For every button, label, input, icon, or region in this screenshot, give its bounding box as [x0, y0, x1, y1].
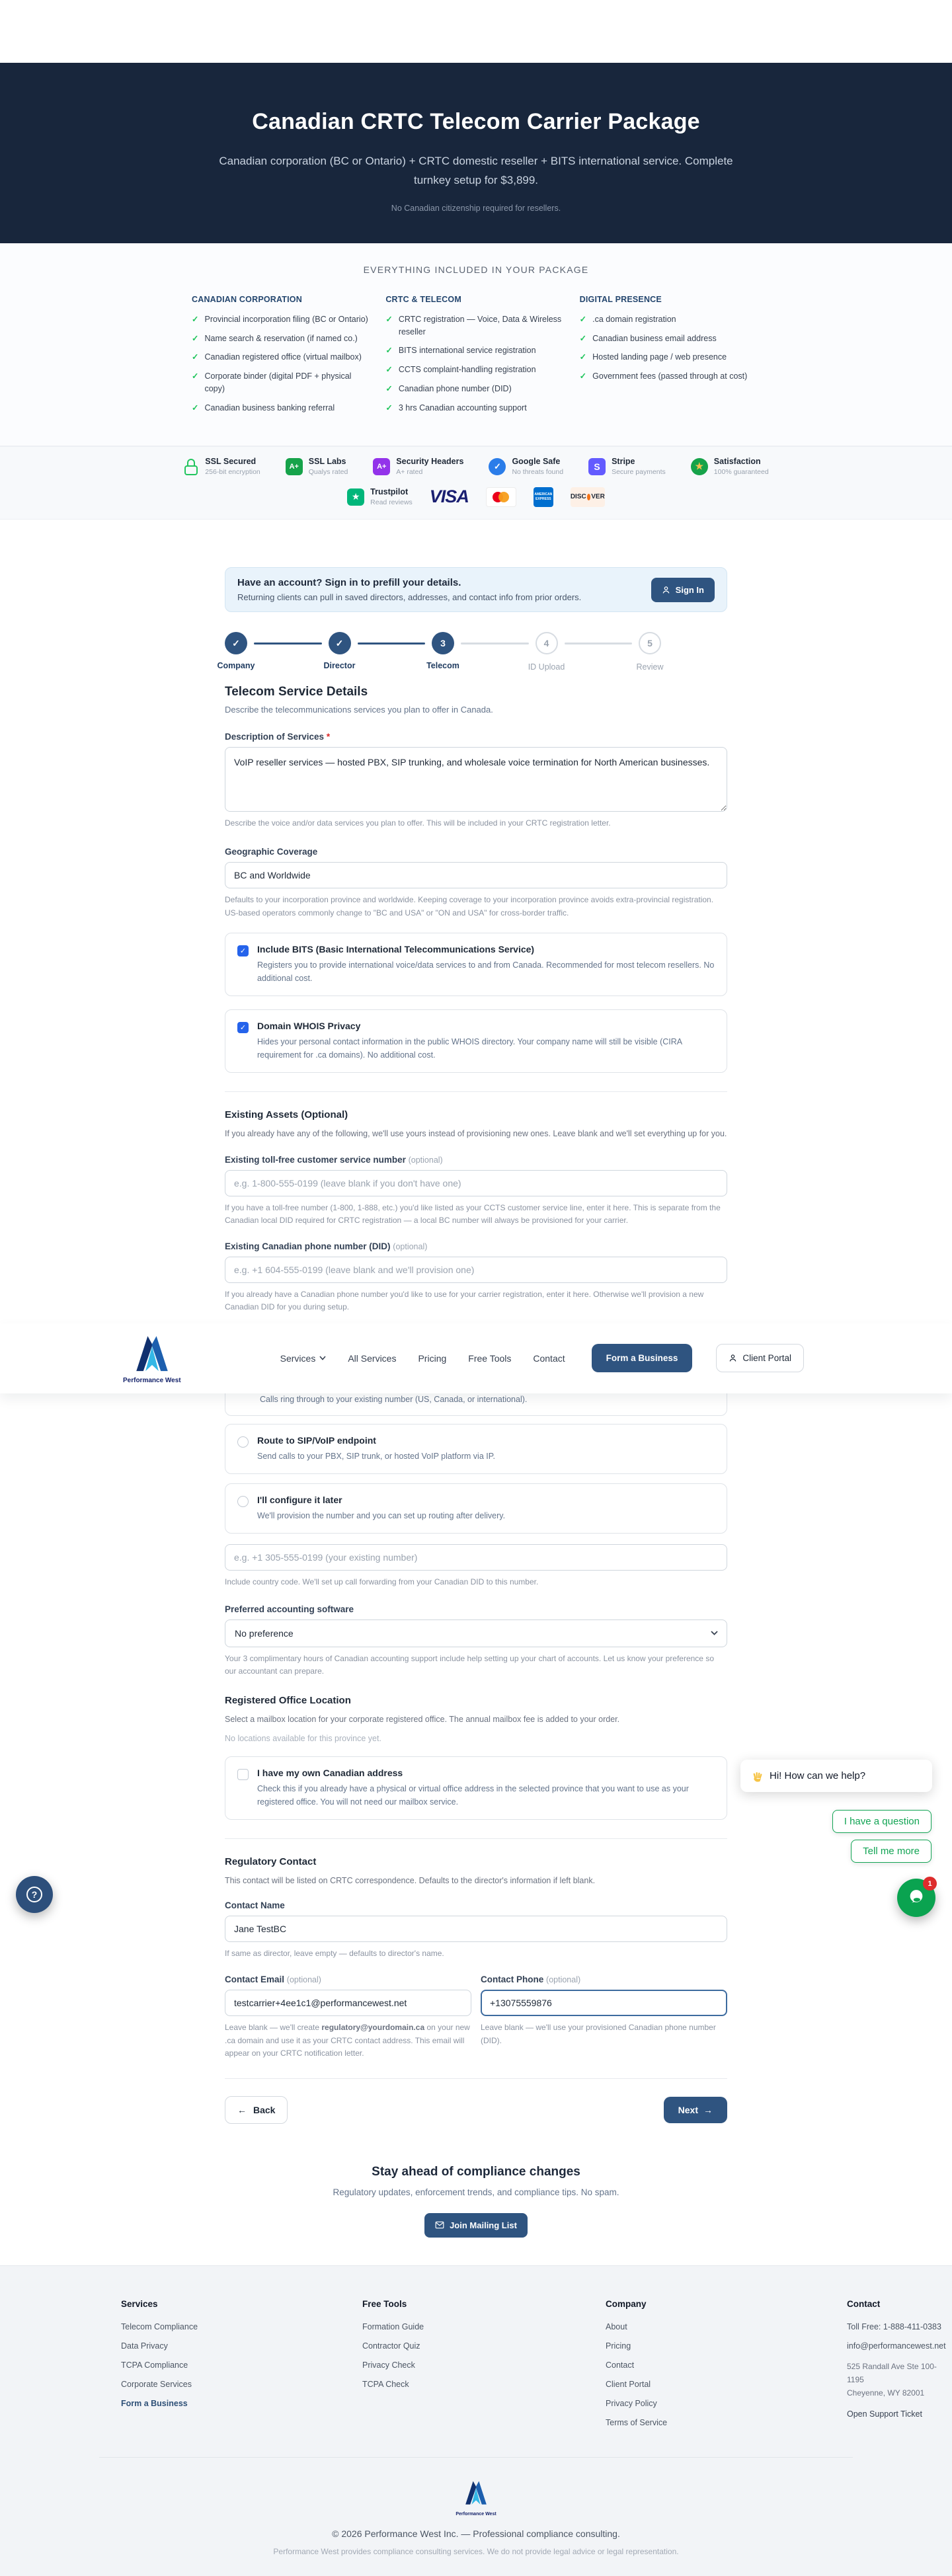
footer-link[interactable]: TCPA Check	[362, 2379, 409, 2389]
footer-link[interactable]: About	[606, 2322, 627, 2331]
performance-west-logo-icon	[130, 1333, 174, 1376]
list-item: ✓ CCTS complaint-handling registration	[385, 364, 566, 376]
whois-desc: Hides your personal contact information in the public WHOIS directory. Your company name will still be visible (CIRA requirement for .ca domains). No additional cost.	[257, 1036, 682, 1060]
chat-quick-reply-more[interactable]: Tell me more	[851, 1840, 932, 1863]
footer-column-company: Company About Pricing Contact Client Portal Privacy Policy Terms of Service	[606, 2299, 847, 2437]
footer-divider	[99, 2457, 853, 2458]
includes-column-corporation	[192, 295, 372, 421]
description-label: Description of Services *	[225, 732, 331, 742]
nav-services[interactable]: Services	[280, 1353, 327, 1364]
amex-logo: AMERICAN EXPRESS	[534, 487, 553, 507]
office-heading: Registered Office Location	[225, 1695, 351, 1707]
discover-logo: DISC VER	[571, 487, 605, 507]
list-item: ✓ Provincial incorporation filing (BC or Ontario)	[192, 313, 372, 326]
list-item: ✓ CRTC registration — Voice, Data & Wireless reseller	[385, 313, 566, 338]
help-fab-button[interactable]	[16, 1876, 53, 1913]
tollfree-input[interactable]	[225, 1170, 727, 1196]
configure-later-title: I'll configure it later	[257, 1494, 342, 1505]
configure-later-card[interactable]	[225, 1483, 727, 1534]
tollfree-label: Existing toll-free customer service number (optional)	[225, 1154, 443, 1165]
check-icon: ✓	[192, 403, 199, 412]
ssl-labs-icon: A+	[286, 458, 303, 475]
footer-disclaimer: Performance West provides compliance consulting services. We do not provide legal advice or legal representation.	[273, 2546, 679, 2556]
geographic-coverage-help: Defaults to your incorporation province and worldwide. Keeping coverage to your incorporation province avoids extra-provincial registration. US-based operators commonly change to "BC and USA" or "ON and USA" for cross-border traffic.	[225, 895, 714, 917]
did-input[interactable]	[225, 1257, 727, 1283]
includes-heading: EVERYTHING INCLUDED IN YOUR PACKAGE	[363, 264, 589, 275]
sip-desc: Send calls to your PBX, SIP trunk, or hosted VoIP platform via IP.	[257, 1451, 495, 1461]
nav-all-services[interactable]: All Services	[348, 1352, 397, 1364]
footer-link[interactable]: Privacy Check	[362, 2360, 415, 2370]
footer-link[interactable]: Privacy Policy	[606, 2398, 657, 2408]
configure-later-radio[interactable]	[237, 1496, 249, 1507]
own-address-title: I have my own Canadian address	[257, 1768, 403, 1779]
own-address-desc: Check this if you already have a physical or virtual office address in the selected province that you want to use as your registered office. You will not need our mailbox service.	[257, 1784, 689, 1807]
configure-later-desc: We'll provision the number and you can set up routing after delivery.	[257, 1510, 506, 1520]
footer-email[interactable]: info@performancewest.net	[847, 2341, 946, 2351]
footer-address: 525 Randall Ave Ste 100-1195 Cheyenne, WY 82001	[847, 2361, 937, 2398]
footer-logo-caption: Performance West	[456, 2511, 496, 2517]
step-connector	[461, 643, 529, 644]
divider	[225, 1838, 727, 1839]
person-icon	[662, 586, 670, 594]
office-desc: Select a mailbox location for your corporate registered office. The annual mailbox fee is added to your order.	[225, 1715, 620, 1725]
trustpilot-star-icon: ★	[347, 488, 364, 506]
forward-number-help: Include country code. We'll set up call forwarding from your Canadian DID to this number.	[225, 1577, 539, 1586]
mastercard-logo	[486, 487, 516, 507]
chat-greeting-bubble[interactable]: Hi! How can we help?	[740, 1760, 932, 1792]
check-icon: ✓	[192, 333, 199, 343]
footer-support-ticket-link[interactable]: Open Support Ticket	[847, 2409, 922, 2419]
step-company[interactable]: ✓ Company	[225, 632, 247, 654]
nav-contact[interactable]: Contact	[533, 1352, 565, 1364]
divider	[225, 1091, 727, 1092]
top-whitespace	[0, 0, 952, 63]
next-button[interactable]: Next →	[664, 2097, 727, 2123]
performance-west-logo-icon	[461, 2479, 491, 2508]
own-address-card[interactable]	[225, 1756, 727, 1820]
contact-email-help: Leave blank — we'll create regulatory@yourdomain.ca on your new .ca domain and use it as your CRTC contact address. This email will appear on your CRTC notification letter.	[225, 2023, 470, 2058]
contact-name-help: If same as director, leave empty — defaults to director's name.	[225, 1949, 444, 1959]
regulatory-desc: This contact will be listed on CRTC correspondence. Defaults to the director's information if left blank.	[225, 1876, 596, 1886]
list-item: ✓ Canadian business banking referral	[192, 402, 372, 414]
footer-column-contact: Contact Toll Free: 1-888-411-0383 info@performancewest.net 525 Randall Ave Ste 100-1195 Cheyenne, WY 82001 Open Support Ticket	[847, 2298, 946, 2419]
step-id-upload[interactable]: 4 ID Upload	[536, 632, 558, 654]
person-icon	[729, 1354, 737, 1362]
forward-number-input[interactable]	[225, 1544, 727, 1571]
contact-phone-input[interactable]	[481, 1990, 727, 2016]
page-title: Canadian CRTC Telecom Carrier Package	[252, 109, 700, 134]
description-textarea[interactable]	[225, 747, 727, 812]
description-help: Describe the voice and/or data services you plan to offer. This will be included in your CRTC registration letter.	[225, 818, 611, 828]
contact-phone-label: Contact Phone (optional)	[481, 1974, 581, 1985]
nav-free-tools[interactable]: Free Tools	[468, 1352, 512, 1364]
check-icon: ✓	[579, 371, 587, 381]
envelope-icon	[435, 2221, 444, 2229]
regulatory-heading: Regulatory Contact	[225, 1856, 317, 1868]
footer-column-free-tools: Free Tools Formation Guide Contractor Quiz Privacy Check TCPA Check	[362, 2299, 606, 2437]
existing-assets-heading: Existing Assets (Optional)	[225, 1109, 348, 1120]
column-title: CANADIAN CORPORATION	[192, 294, 302, 304]
chat-quick-reply-question[interactable]: I have a question	[832, 1810, 932, 1833]
list-item: ✓ .ca domain registration	[580, 313, 760, 326]
chevron-down-icon	[711, 1631, 718, 1635]
back-button[interactable]: ← Back	[225, 2096, 288, 2124]
accounting-select[interactable]: No preference	[225, 1620, 727, 1647]
footer-link[interactable]: Data Privacy	[121, 2341, 168, 2351]
badge-ssl-secured: SSL Secured 256-bit encryption	[183, 457, 260, 476]
geographic-coverage-label: Geographic Coverage	[225, 847, 318, 857]
join-mailing-list-button[interactable]: Join Mailing List	[424, 2213, 528, 2238]
security-headers-icon: A+	[373, 458, 390, 475]
column-title: DIGITAL PRESENCE	[579, 294, 662, 304]
list-item: ✓ 3 hrs Canadian accounting support	[385, 402, 566, 414]
check-icon: ✓	[579, 333, 587, 343]
footer	[0, 2265, 952, 2576]
hero-subtitle: Canadian corporation (BC or Ontario) + CRTC domestic reseller + BITS international service. Complete turnkey setup for $3,899.	[219, 155, 733, 186]
column-title: CRTC & TELECOM	[385, 294, 461, 304]
footer-link[interactable]: Formation Guide	[362, 2322, 424, 2331]
badge-security-headers: A+ Security Headers A+ rated	[373, 457, 463, 476]
section-subtitle: Describe the telecommunications services you plan to offer in Canada.	[225, 705, 493, 715]
badge-stripe: S Stripe Secure payments	[588, 457, 666, 476]
existing-assets-desc: If you already have any of the following, we'll use yours instead of provisioning new ones. Leave blank and we'll set everything up for you.	[225, 1128, 727, 1138]
list-item: ✓ Canadian registered office (virtual mailbox)	[192, 351, 372, 364]
accounting-label: Preferred accounting software	[225, 1604, 354, 1614]
footer-column-services: Services Telecom Compliance Data Privacy TCPA Compliance Corporate Services Form a Business	[121, 2299, 362, 2437]
signin-banner	[225, 567, 727, 612]
footer-phone[interactable]: Toll Free: 1-888-411-0383	[847, 2322, 941, 2331]
progress-stepper	[217, 632, 664, 672]
visa-logo: VISA	[429, 487, 469, 507]
bits-desc: Registers you to provide international voice/data services to and from Canada. Recommended for most telecom resellers. No additional cost.	[257, 960, 715, 983]
check-icon: ✓	[385, 346, 393, 356]
divider	[225, 2078, 727, 2079]
lock-icon	[183, 458, 199, 475]
stripe-icon: S	[588, 458, 606, 475]
footer-link[interactable]: Telecom Compliance	[121, 2322, 198, 2331]
sip-option-card[interactable]	[225, 1424, 727, 1474]
did-help: If you already have a Canadian phone number you'd like to use for your carrier registration, enter it here. Otherwise we'll provision a new Canadian DID for you during setup.	[225, 1290, 704, 1312]
badge-ssl-labs: A+ SSL Labs Qualys rated	[286, 457, 348, 476]
package-includes-section	[0, 243, 952, 447]
accounting-help: Your 3 complimentary hours of Canadian accounting support include help setting up your chart of accounts. Let us know your preference so our accountant can prepare.	[225, 1653, 714, 1676]
list-item: ✓ Canadian business email address	[580, 332, 760, 345]
right-arrow-icon: →	[703, 2104, 713, 2115]
contact-email-field	[225, 1974, 471, 2060]
signin-desc: Returning clients can pull in saved directors, addresses, and contact info from prior orders.	[237, 592, 582, 603]
waving-hand-icon	[751, 1770, 764, 1782]
chat-launcher-button[interactable]	[897, 1879, 935, 1917]
badge-trustpilot: ★ Trustpilot Read reviews	[347, 487, 413, 506]
required-asterisk: *	[326, 732, 331, 742]
newsletter-section	[0, 2130, 952, 2265]
bits-option-card[interactable]	[225, 933, 727, 996]
check-icon: ✓	[192, 352, 199, 362]
trust-badges-section	[0, 446, 952, 520]
did-label: Existing Canadian phone number (DID) (optional)	[225, 1241, 428, 1252]
office-note: No locations available for this province yet.	[225, 1734, 381, 1744]
check-icon: ✓	[579, 314, 587, 324]
whois-option-card[interactable]	[225, 1009, 727, 1073]
sip-title: Route to SIP/VoIP endpoint	[257, 1434, 376, 1446]
own-address-checkbox-unchecked[interactable]	[237, 1769, 249, 1780]
tollfree-help: If you have a toll-free number (1-800, 1-888, etc.) you'd like listed as your CCTS customer service line, enter it here. This is separate from the Canadian local DID required for CRTC registration — a local BC number will always be provisioned for your carrier.	[225, 1202, 721, 1226]
section-title: Telecom Service Details	[225, 685, 368, 699]
left-arrow-icon: ←	[237, 2104, 247, 2115]
list-item: ✓ Government fees (passed through at cost)	[580, 370, 760, 383]
bits-checkbox-checked[interactable]: ✓	[237, 945, 249, 956]
client-portal-button[interactable]: Client Portal	[716, 1344, 804, 1372]
contact-email-label: Contact Email (optional)	[225, 1974, 321, 1985]
step-review[interactable]: 5 Review	[639, 632, 661, 654]
footer-link[interactable]: TCPA Compliance	[121, 2360, 188, 2370]
chevron-down-icon	[319, 1356, 326, 1360]
list-item: ✓ Corporate binder (digital PDF + physical copy)	[192, 370, 372, 395]
sign-in-button[interactable]: Sign In	[651, 578, 715, 602]
forward-option-desc: Calls ring through to your existing number (US, Canada, or international).	[260, 1394, 528, 1404]
contact-name-label: Contact Name	[225, 1900, 285, 1911]
step-telecom[interactable]: 3 Telecom	[432, 632, 454, 654]
nav-pricing[interactable]: Pricing	[418, 1352, 447, 1364]
google-safe-icon: ✓	[489, 458, 506, 475]
footer-link[interactable]: Client Portal	[606, 2379, 651, 2389]
step-director[interactable]: ✓ Director	[329, 632, 351, 654]
footer-link[interactable]: Corporate Services	[121, 2379, 192, 2389]
hero-section	[0, 63, 952, 243]
badge-satisfaction: ★ Satisfaction 100% guaranteed	[691, 457, 769, 476]
newsletter-subtitle: Regulatory updates, enforcement trends, and compliance tips. No spam.	[333, 2187, 619, 2197]
list-item: ✓ Hosted landing page / web presence	[580, 351, 760, 364]
includes-column-crtc	[385, 295, 566, 421]
footer-link[interactable]: Contractor Quiz	[362, 2341, 420, 2351]
geographic-coverage-input[interactable]	[225, 862, 727, 888]
check-icon: ✓	[385, 383, 393, 393]
site-navbar	[0, 1323, 952, 1393]
check-icon: ✓	[192, 371, 199, 381]
contact-email-input[interactable]	[225, 1990, 471, 2016]
bits-title: Include BITS (Basic International Telecommunications Service)	[257, 943, 535, 955]
whois-title: Domain WHOIS Privacy	[257, 1020, 361, 1031]
footer-copyright: © 2026 Performance West Inc. — Professional compliance consulting.	[332, 2528, 620, 2539]
step-connector	[565, 643, 633, 644]
brand-logo[interactable]: Performance West	[123, 1333, 181, 1384]
list-item: ✓ Name search & reservation (if named co.)	[192, 332, 372, 345]
whois-checkbox-checked[interactable]: ✓	[237, 1022, 249, 1033]
list-item: ✓ Canadian phone number (DID)	[385, 383, 566, 395]
footer-link[interactable]: Contact	[606, 2360, 635, 2370]
form-container	[123, 520, 791, 2130]
sip-radio[interactable]	[237, 1436, 249, 1448]
footer-link[interactable]: Terms of Service	[606, 2417, 668, 2427]
footer-link[interactable]: Pricing	[606, 2341, 631, 2351]
signin-title: Have an account? Sign in to prefill your details.	[237, 577, 461, 589]
form-a-business-button[interactable]: Form a Business	[592, 1344, 693, 1372]
step-connector	[358, 643, 426, 644]
footer-link-form-a-business[interactable]: Form a Business	[121, 2398, 188, 2408]
includes-column-digital	[580, 295, 760, 421]
badge-google-safe: ✓ Google Safe No threats found	[489, 457, 563, 476]
chat-bubble-icon	[905, 1887, 928, 1909]
check-icon: ✓	[579, 352, 587, 362]
discover-dot-icon	[587, 494, 591, 500]
contact-name-input[interactable]	[225, 1916, 727, 1942]
list-item: ✓ BITS international service registration	[385, 344, 566, 357]
chat-unread-badge: 1	[923, 1877, 937, 1891]
hero-note: No Canadian citizenship required for resellers.	[391, 203, 561, 213]
check-icon: ✓	[385, 365, 393, 375]
step-connector	[254, 643, 322, 644]
newsletter-title: Stay ahead of compliance changes	[372, 2164, 580, 2179]
question-mark-icon: ?	[26, 1887, 42, 1902]
check-icon: ✓	[385, 314, 393, 324]
contact-phone-field	[481, 1974, 727, 2060]
check-icon: ✓	[192, 314, 199, 324]
contact-phone-help: Leave blank — we'll use your provisioned Canadian phone number (DID).	[481, 2023, 716, 2045]
satisfaction-star-icon: ★	[691, 458, 708, 475]
check-icon: ✓	[385, 403, 393, 412]
